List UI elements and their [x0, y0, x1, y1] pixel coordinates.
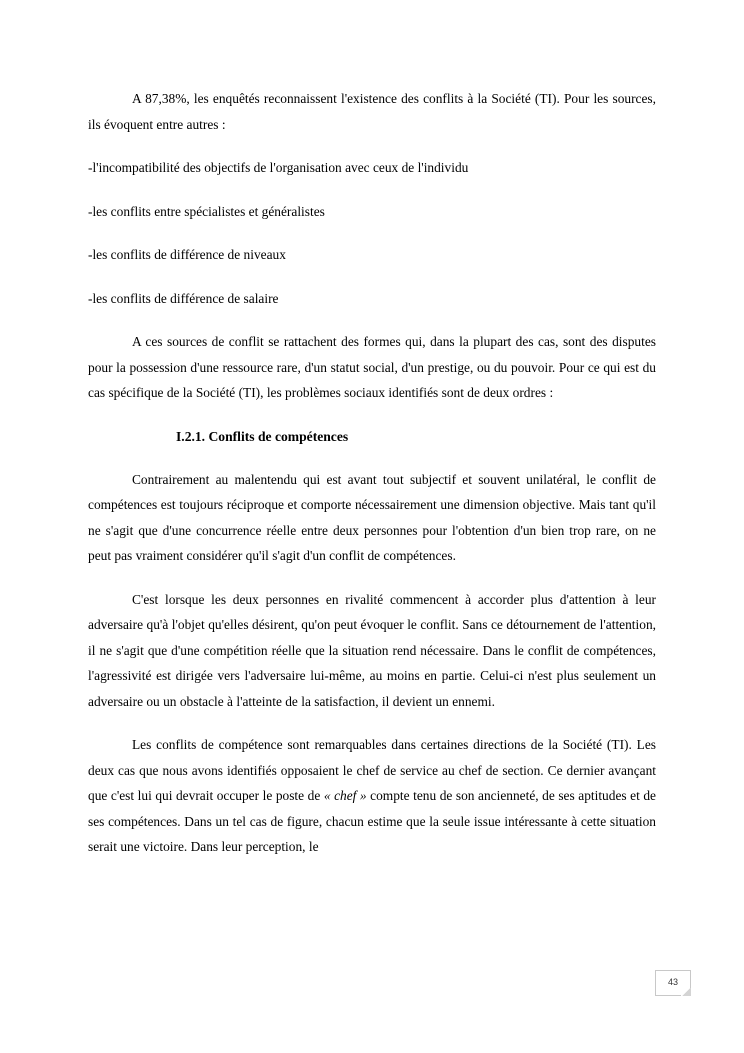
paragraph-intro: A 87,38%, les enquêtés reconnaissent l'existence des conflits à la Société (TI). Pour les sources, ils évoquent entre autres : — [88, 91, 656, 132]
document-body — [88, 86, 656, 860]
paragraph-rivalry: C'est lorsque les deux personnes en rivalité commencent à accorder plus d'attention à leur adversaire qu'à l'objet qu'elles désirent, qu'on peut évoquer le conflit. Sans ce détournement de l'attention, il ne s'agit que d'une compétition réelle que la situation rend nécessaire. Dans le conflit de compétences, l'agressivité est dirigée vers l'adversaire lui-même, au moins en partie. Celui-ci n'est plus seulement un adversaire ou un obstacle à l'atteinte de la satisfaction, il devient un ennemi. — [88, 591, 656, 709]
paragraph-text: Les conflits de compétence sont remarquables dans certaines directions de la Société (TI). Les deux cas que nous avons identifiés opposaient le chef de service au chef de section. Ce dernier avançant que c'est lui qui devrait occuper le poste de — [88, 737, 656, 803]
list-item: -les conflits de différence de niveaux — [88, 247, 286, 262]
list-item: -les conflits entre spécialistes et généralistes — [88, 203, 325, 219]
paragraph-sources: A ces sources de conflit se rattachent des formes qui, dans la plupart des cas, sont des disputes pour la possession d'une ressource rare, d'un statut social, d'un prestige, ou du pouvoir. Pour ce qui est du cas spécifique de la Société (TI), les problèmes sociaux identifiés sont de deux ordres : — [88, 334, 656, 400]
section-heading: I.2.1. Conflits de compétences — [176, 428, 349, 444]
page-number-text: 43 — [667, 977, 678, 987]
page-number — [655, 970, 691, 996]
page-curl-icon — [681, 988, 691, 996]
list-item: -les conflits de différence de salaire — [88, 290, 279, 306]
quoted-term: « chef » — [323, 788, 367, 803]
list-item: -l'incompatibilité des objectifs de l'organisation avec ceux de l'individu — [88, 160, 469, 175]
paragraph-definition: Contrairement au malentendu qui est avant tout subjectif et souvent unilatéral, le conflit de compétences est toujours réciproque et comporte nécessairement une dimension objective. Mais tant qu'il ne s'agit que d'une concurrence réelle entre deux personnes pour l'obtention d'un bien trop rare, on ne peut pas vraiment considérer qu'il s'agit d'un conflit de compétences. — [88, 471, 656, 563]
paragraph-cases — [88, 732, 656, 860]
paragraph-text: compte tenu de son ancienneté, de ses aptitudes et de ses compétences. Dans un tel cas de figure, chacun estime que la seule issue intéressante à cette situation serait une victoire. Dans leur perception, le — [88, 788, 656, 854]
